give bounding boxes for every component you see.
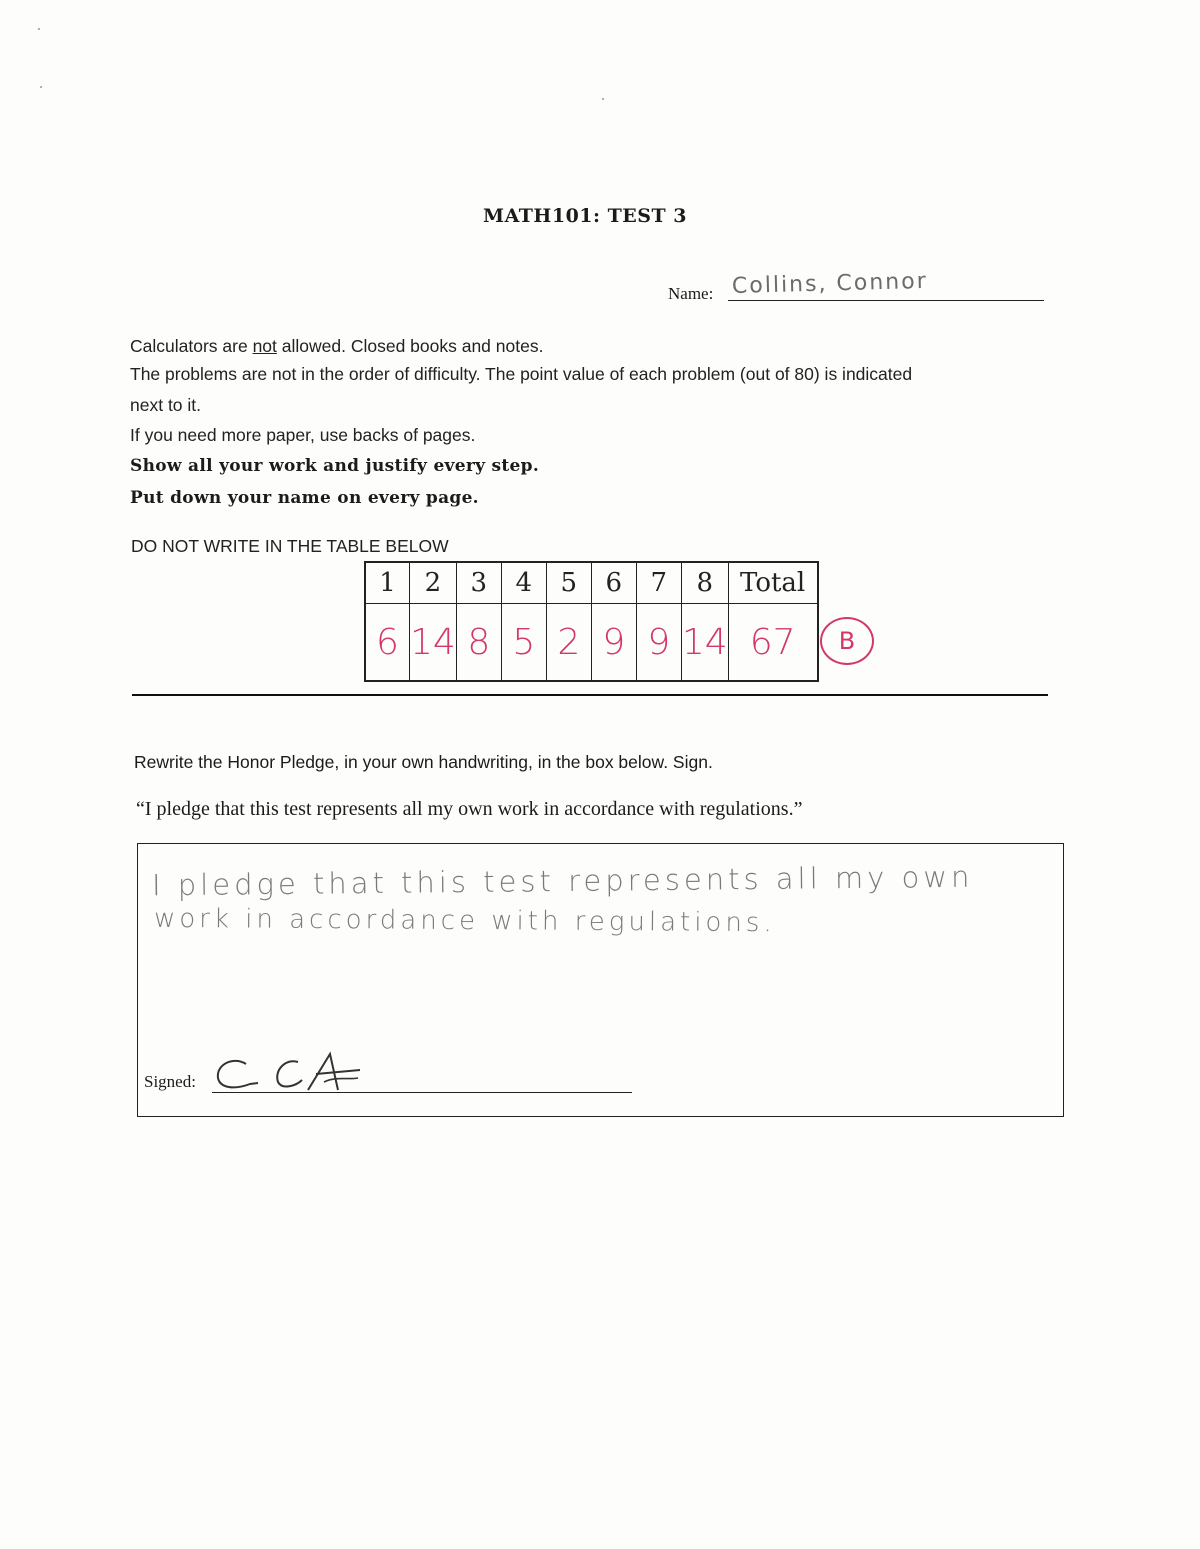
signature bbox=[212, 1050, 372, 1096]
header-cell: 2 bbox=[410, 562, 457, 604]
score-cell: 9 bbox=[591, 604, 636, 682]
calculator-rule: Calculators are not allowed. Closed books and notes. bbox=[130, 336, 544, 356]
score-cell: 8 bbox=[456, 604, 501, 682]
handwritten-pledge-line1: I pledge that this test represents all my own bbox=[151, 859, 974, 903]
header-cell: 1 bbox=[365, 562, 410, 604]
header-cell: 7 bbox=[636, 562, 681, 604]
score-cell: 14 bbox=[681, 604, 728, 682]
score-cell: 9 bbox=[636, 604, 681, 682]
test-title: MATH101: TEST 3 bbox=[483, 205, 687, 227]
not-emphasis: not bbox=[252, 336, 277, 356]
order-rule-line1: The problems are not in the order of difficulty. The point value of each problem (out of 80) is indicated bbox=[130, 364, 913, 384]
show-work-rule: Show all your work and justify every step. bbox=[130, 456, 540, 476]
header-cell: 4 bbox=[501, 562, 546, 604]
header-cell: 5 bbox=[546, 562, 591, 604]
name-underline bbox=[728, 300, 1044, 301]
handwritten-pledge-line2: work in accordance with regulations. bbox=[153, 903, 776, 939]
score-table-header-row bbox=[365, 562, 818, 604]
scan-speck bbox=[602, 98, 604, 100]
score-table-values-row bbox=[365, 604, 818, 682]
paper-rule: If you need more paper, use backs of pages. bbox=[130, 425, 476, 445]
score-cell: 2 bbox=[546, 604, 591, 682]
header-cell: 6 bbox=[591, 562, 636, 604]
score-cell: 5 bbox=[501, 604, 546, 682]
scan-speck bbox=[40, 86, 42, 88]
name-label: Name: bbox=[668, 284, 714, 303]
put-name-rule: Put down your name on every page. bbox=[130, 488, 479, 508]
pledge-instruction: Rewrite the Honor Pledge, in your own handwriting, in the box below. Sign. bbox=[134, 752, 713, 772]
pledge-box bbox=[137, 843, 1064, 1117]
order-rule-line2: next to it. bbox=[130, 395, 202, 415]
table-warning: DO NOT WRITE IN THE TABLE BELOW bbox=[131, 536, 449, 556]
signed-label: Signed: bbox=[144, 1072, 196, 1091]
score-cell-total: 67 bbox=[728, 604, 818, 682]
pledge-text: “I pledge that this test represents all my own work in accordance with regulations.” bbox=[136, 798, 803, 820]
scan-speck bbox=[38, 28, 40, 30]
header-cell: 3 bbox=[456, 562, 501, 604]
letter-grade: B bbox=[820, 617, 874, 665]
score-cell: 6 bbox=[365, 604, 410, 682]
header-cell: 8 bbox=[681, 562, 728, 604]
student-name: Collins, Connor bbox=[731, 268, 929, 299]
score-table bbox=[364, 561, 819, 682]
section-divider bbox=[132, 694, 1048, 696]
header-cell-total: Total bbox=[728, 562, 818, 604]
score-cell: 14 bbox=[410, 604, 457, 682]
